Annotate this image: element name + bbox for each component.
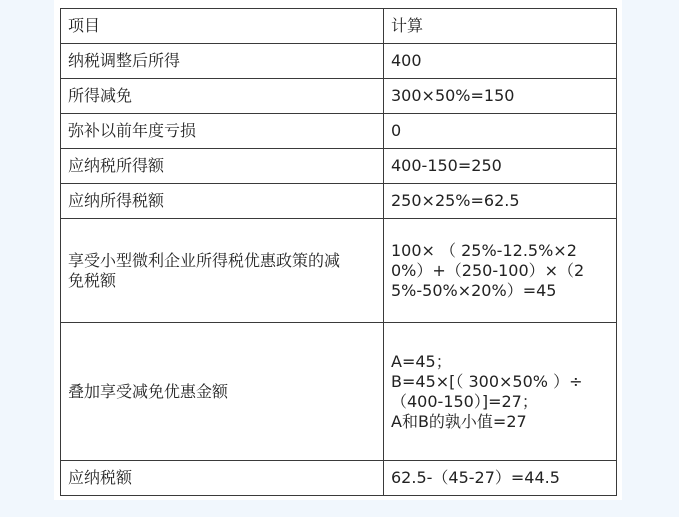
- row-calc-line: B=45×[（ 300×50% ）÷: [391, 371, 583, 391]
- table-row: [61, 114, 617, 149]
- row-item-label: 纳税调整后所得: [68, 51, 181, 70]
- row-calc-cell: [384, 79, 617, 114]
- row-item-cell: [61, 184, 384, 219]
- tax-calculation-table: [60, 8, 617, 496]
- row-calc-cell: [384, 184, 617, 219]
- row-calc-cell: [384, 149, 617, 184]
- row-item-label: 应纳所得税额: [68, 191, 165, 210]
- row-calc-value: 400: [391, 51, 422, 70]
- row-item-label: 叠加享受减免优惠金额: [68, 381, 229, 401]
- row-calc-cell: [384, 114, 617, 149]
- row-item-label: 应纳税额: [68, 468, 133, 487]
- row-calc-line: 5%-50%×20%）=45: [391, 280, 557, 300]
- table-row: [61, 79, 617, 114]
- row-calc-cell: [384, 323, 617, 461]
- row-item-label: 所得减免: [68, 86, 133, 105]
- header-item-label: 项目: [68, 16, 101, 35]
- row-calc-value: 62.5-（45-27）=44.5: [391, 468, 560, 487]
- table-row: [61, 149, 617, 184]
- row-calc-line: 100× （ 25%-12.5%×2: [391, 240, 577, 260]
- table-row: [61, 44, 617, 79]
- row-item-cell: [61, 114, 384, 149]
- table-header-row: [61, 9, 617, 44]
- row-item-cell: [61, 461, 384, 496]
- row-item-cell: [61, 44, 384, 79]
- row-calc-cell: [384, 44, 617, 79]
- row-calc-cell: [384, 461, 617, 496]
- header-cell-item: [61, 9, 384, 44]
- row-item-cell: [61, 219, 384, 323]
- row-item-label: 应纳税所得额: [68, 156, 165, 175]
- row-calc-value: 250×25%=62.5: [391, 191, 520, 210]
- row-calc-cell: [384, 219, 617, 323]
- row-calc-value: 400-150=250: [391, 156, 502, 175]
- table-row: [61, 219, 617, 323]
- row-item-label-line: 享受小型微利企业所得税优惠政策的减: [68, 250, 341, 270]
- row-calc-value: 0: [391, 121, 402, 140]
- row-calc-line: A和B的孰小值=27: [391, 411, 527, 431]
- row-item-cell: [61, 149, 384, 184]
- row-calc-line: 0%）+（250-100）×（2: [391, 260, 585, 280]
- header-cell-calc: [384, 9, 617, 44]
- table-row: [61, 461, 617, 496]
- table-row: [61, 323, 617, 461]
- row-item-label: 弥补以前年度亏损: [68, 121, 197, 140]
- row-item-cell: [61, 323, 384, 461]
- row-calc-line: A=45；: [391, 351, 452, 371]
- header-calc-label: 计算: [391, 16, 424, 35]
- row-calc-line: （400-150）]=27；: [391, 391, 538, 411]
- row-item-cell: [61, 79, 384, 114]
- row-calc-value: 300×50%=150: [391, 86, 515, 105]
- table-row: [61, 184, 617, 219]
- row-item-label-line: 免税额: [68, 270, 117, 290]
